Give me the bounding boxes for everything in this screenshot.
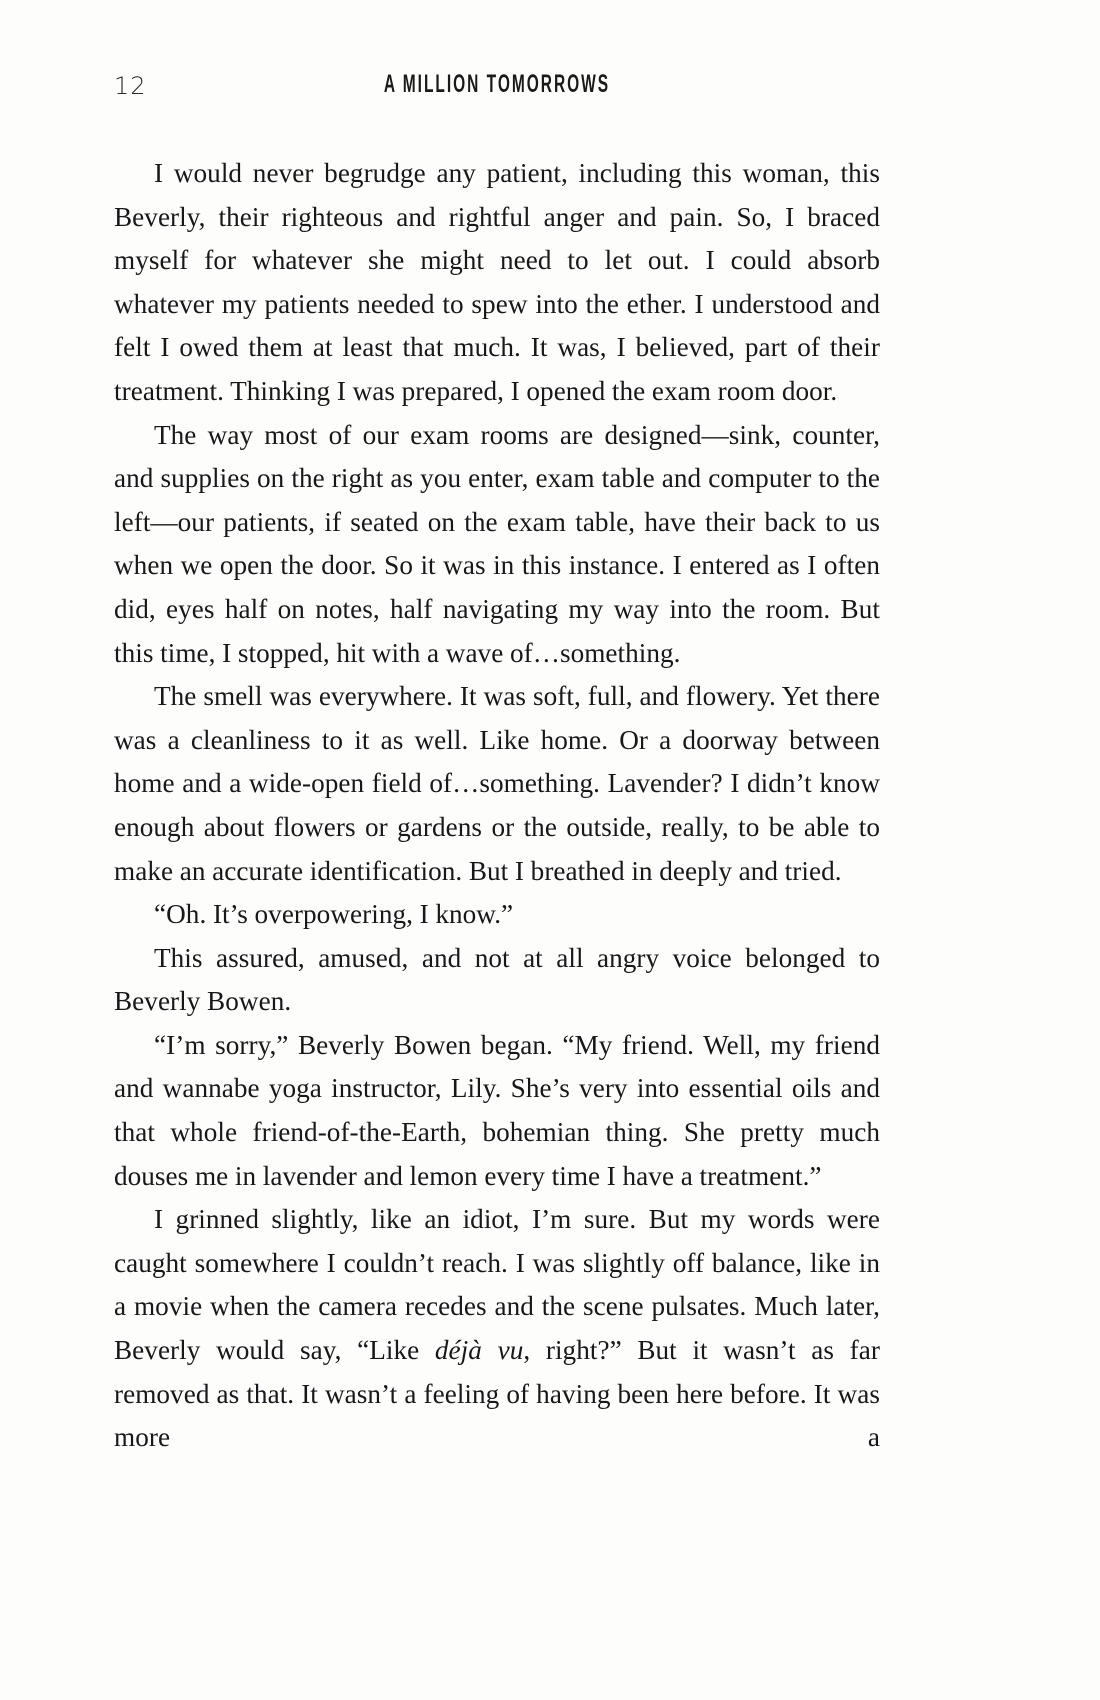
running-head [114, 70, 880, 110]
paragraph-final [114, 1198, 880, 1460]
running-title: A MILLION TOMORROWS [383, 70, 611, 98]
paragraph-dialogue: “Oh. It’s overpowering, I know.” [154, 899, 514, 930]
text-run-after-italic: , right?” But it wasn’t as far removed as that. It wasn’t a feeling of having been here before. It was more a [114, 1335, 880, 1453]
paragraph-dialogue: “I’m sorry,” Beverly Bowen began. “My friend. Well, my friend and wannabe yoga instructor, Lily. She’s very into essential oils and that whole friend-of-the-Earth, bohemian thing. She pretty much douses me in lavender and lemon every time I have a treatment.” [114, 1029, 880, 1191]
paragraph: This assured, amused, and not at all angry voice belonged to Beverly Bowen. [114, 942, 880, 1017]
paragraph: The smell was everywhere. It was soft, full, and flowery. Yet there was a cleanliness to it as well. Like home. Or a doorway between home and a wide-open field of…something. Lavender? I didn’t know enough about flowers or gardens or the outside, really, to be able to make an accurate identification. But I breathed in deeply and tried. [114, 681, 880, 886]
body-text-block [114, 152, 880, 1460]
italic-phrase: déjà vu [434, 1335, 524, 1366]
paragraph: The way most of our exam rooms are designed—sink, counter, and supplies on the right as you enter, exam table and computer to the left—our patients, if seated on the exam table, have their back to us when we open the door. So it was in this instance. I entered as I often did, eyes half on notes, half navigating my way into the room. But this time, I stopped, hit with a wave of…something. [114, 419, 880, 668]
page-number: 12 [114, 72, 147, 100]
paragraph: I would never begrudge any patient, including this woman, this Beverly, their righteous and rightful anger and pain. So, I braced myself for whatever she might need to let out. I could absorb whatever my patients needed to spew into the ether. I understood and felt I owed them at least that much. It was, I believed, part of their treatment. Thinking I was prepared, I opened the exam room door. [114, 158, 880, 406]
text-run-before-italic: I grinned slightly, like an idiot, I’m sure. But my words were caught somewhere I couldn’t reach. I was slightly off balance, like in a movie when the camera recedes and the scene pulsates. Much later, Beverly would say, “Like [114, 1204, 880, 1366]
